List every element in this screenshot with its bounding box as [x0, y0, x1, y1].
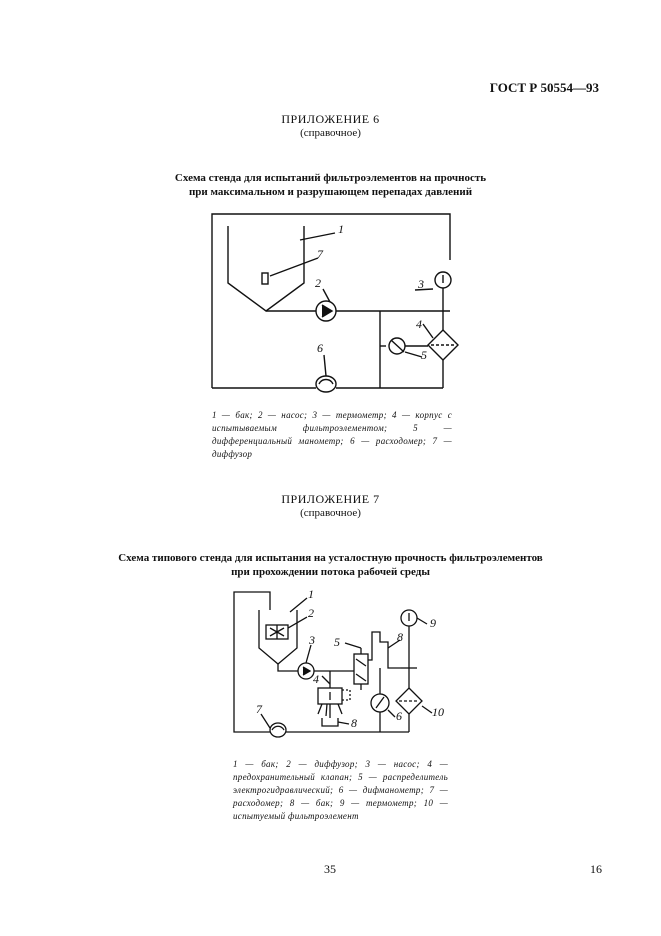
label-8: 8 [397, 630, 403, 644]
standard-header: ГОСТ Р 50554—93 [489, 80, 599, 95]
label-4: 4 [416, 317, 422, 331]
label-2: 2 [315, 276, 321, 290]
appendix-6-title: ПРИЛОЖЕНИЕ 6 [281, 112, 380, 126]
label-10: 10 [432, 705, 444, 719]
appendix-6-legend: 1 — бак; 2 — насос; 3 — термометр; 4 — корпус с испытываемым фильтроэлементом; 5 — дифференциальный манометр; 6 — расходомер; 7 — диффузор [212, 410, 452, 459]
appendix-6-subtitle: (справочное) [300, 127, 361, 139]
appendix-7-subtitle: (справочное) [300, 507, 361, 519]
appendix-7-caption-line-2: при прохождении потока рабочей среды [231, 566, 430, 578]
appendix-6-caption-line-2: при максимальном и разрушающем перепадах давлений [188, 186, 473, 198]
appendix-7-caption-line-1: Схема типового стенда для испытания на усталостную прочность фильтроэлементов [118, 552, 543, 564]
label-4: 4 [313, 672, 319, 686]
label-6: 6 [317, 341, 323, 355]
label-5: 5 [334, 635, 340, 649]
label-7: 7 [256, 702, 262, 716]
label-8b: 8 [351, 716, 357, 730]
label-2: 2 [308, 606, 314, 620]
label-3: 3 [418, 277, 424, 291]
label-3: 3 [309, 633, 315, 647]
page-number-center: 35 [324, 862, 336, 876]
label-5: 5 [421, 348, 427, 362]
appendix-7-title: ПРИЛОЖЕНИЕ 7 [281, 492, 380, 506]
appendix-7-legend: 1 — бак; 2 — диффузор; 3 — насос; 4 — предохранительный клапан; 5 — распределитель электрогидравлический; 6 — дифманометр; 7 — расходомер; 8 — бак; 9 — термометр; 10 — испытуемый фильтроэлемент [233, 759, 448, 821]
label-7: 7 [317, 247, 323, 261]
label-9: 9 [430, 616, 436, 630]
label-6: 6 [396, 709, 402, 723]
label-1: 1 [338, 222, 344, 236]
appendix-6-caption-line-1: Схема стенда для испытаний фильтроэлементов на прочность [174, 172, 487, 184]
page-number-right: 16 [590, 862, 602, 876]
label-1: 1 [308, 587, 314, 601]
